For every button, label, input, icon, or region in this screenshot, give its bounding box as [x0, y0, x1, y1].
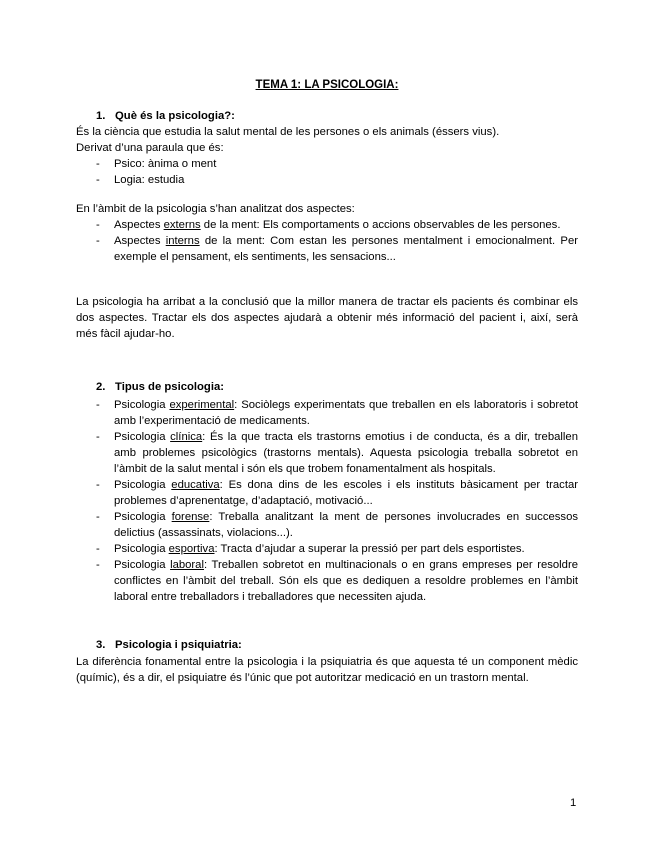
- psychology-types: [76, 397, 578, 605]
- list-item: - Psicologia esportiva: Tracta d’ajudar a superar la pressió per part dels esportistes.: [76, 541, 578, 557]
- section-2-title: Tipus de psicologia:: [115, 381, 225, 393]
- section-2-number: 2.: [96, 381, 106, 393]
- list-item: - Psicologia clínica: És la que tracta els trastorns emotius i de conducta, és a dir, treballen amb problemes psicològics (trastorns mentals). Aquesta psicologia treballa sobretot en l’àmbit de la salut mental i són els que trobem fonamentalment als hospitals.: [76, 429, 578, 477]
- underlined-term: clínica: [170, 431, 203, 443]
- underlined-term: laboral: [170, 559, 204, 571]
- section-3-number: 3.: [96, 639, 106, 651]
- section-2-heading: [96, 379, 224, 395]
- underlined-term: forense: [171, 511, 210, 523]
- list-item: - Aspectes interns de la ment: Com estan les persones mentalment i emocionalment. Per exemple el pensament, els sentiments, les sensacions...: [76, 233, 578, 265]
- list-item: - Psicologia educativa: Es dona dins de les escoles i els instituts bàsicament per tractar problemes d’aprenentatge, d’adaptació, motivació...: [76, 477, 578, 509]
- section-1-heading: [96, 108, 235, 124]
- aspects-list: [76, 217, 578, 265]
- document-title: TEMA 1: LA PSICOLOGIA:: [255, 79, 399, 91]
- definition-line: És la ciència que estudia la salut mental de les persones o els animals (éssers vius).: [76, 126, 500, 138]
- list-item: - Psico: ànima o ment: [76, 156, 578, 172]
- underlined-term: educativa: [171, 479, 220, 491]
- list-item: - Logia: estudia: [76, 172, 578, 188]
- list-item: - Psicologia laboral: Treballen sobretot en multinacionals o en grans empreses per resoldre conflictes en l’àmbit del treball. Són els que es dediquen a resoldre problemes en l’àmbit laboral entre treballadors i treballadores que necessiten ajuda.: [76, 557, 578, 605]
- list-item: - Psicologia forense: Treballa analitzant la ment de persones involucrades en successos delictius (assassinats, violacions...).: [76, 509, 578, 541]
- page-number: 1: [570, 797, 577, 809]
- section-3-title: Psicologia i psiquiatria:: [115, 639, 242, 651]
- list-item: - Psicologia experimental: Sociòlegs experimentats que treballen en els laboratoris i sobretot amb l’experimentació de medicaments.: [76, 397, 578, 429]
- derivation-line: Derivat d’una paraula que és:: [76, 142, 224, 154]
- types-list: [76, 397, 578, 605]
- aspects-intro: En l’àmbit de la psicologia s’han analitzat dos aspectes:: [76, 203, 355, 215]
- section-1-title: Què és la psicologia?:: [115, 110, 235, 122]
- section-3-heading: [96, 637, 242, 653]
- underlined-term: interns: [165, 235, 200, 247]
- etymology-list: [76, 156, 578, 188]
- aspects-block: [76, 201, 578, 265]
- underlined-term: experimental: [169, 399, 235, 411]
- underlined-term: externs: [163, 219, 201, 231]
- section-1-definition: [76, 124, 578, 188]
- section-3-paragraph: La diferència fonamental entre la psicologia i la psiquiatria és que aquesta té un component mèdic (químic), és a dir, el psiquiatre és l’únic que pot autoritzar medicació en un trastorn mental.: [76, 656, 578, 684]
- underlined-term: esportiva: [168, 543, 215, 555]
- list-item: - Aspectes externs de la ment: Els comportaments o accions observables de les persones.: [76, 217, 578, 233]
- conclusion-paragraph: La psicologia ha arribat a la conclusió que la millor manera de tractar els pacients és combinar els dos aspectes. Tractar els dos aspectes ajudarà a obtenir més informació del pacient i, així, serà més fàcil ajudar-ho.: [76, 296, 578, 340]
- section-1-number: 1.: [96, 110, 106, 122]
